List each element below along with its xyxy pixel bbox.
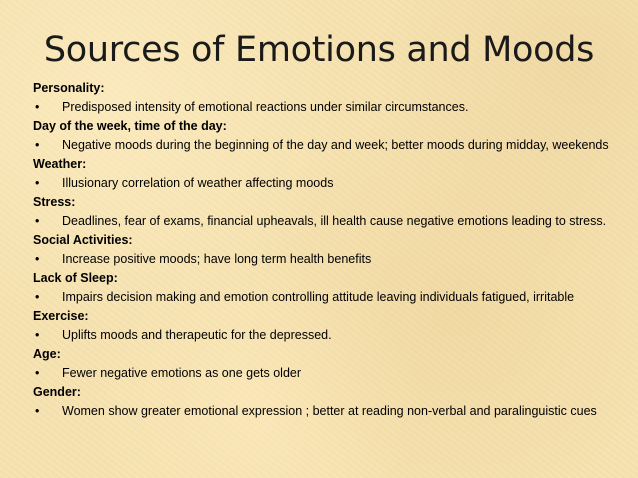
bullet-item	[33, 250, 633, 269]
bullet-text: Impairs decision making and emotion controlling attitude leaving individuals fatigued, irritable	[62, 290, 575, 304]
section-heading: Day of the week, time of the day:	[33, 119, 227, 133]
section-heading: Age:	[33, 347, 61, 361]
section-exercise	[33, 307, 633, 345]
section-heading: Gender:	[33, 385, 81, 399]
section-heading: Lack of Sleep:	[33, 271, 118, 285]
bullet-marker: •	[35, 176, 40, 190]
bullet-item	[33, 174, 633, 193]
section-personality	[33, 79, 633, 117]
bullet-item	[33, 364, 633, 383]
bullet-marker: •	[35, 252, 40, 266]
section-heading: Personality:	[33, 81, 105, 95]
slide-body	[33, 79, 633, 421]
section-heading: Stress:	[33, 195, 76, 209]
bullet-marker: •	[35, 290, 40, 304]
bullet-item	[33, 212, 633, 231]
bullet-item	[33, 402, 633, 421]
bullet-text: Fewer negative emotions as one gets older	[62, 366, 302, 380]
bullet-item	[33, 98, 633, 117]
bullet-marker: •	[35, 138, 40, 152]
section-day-time	[33, 117, 633, 155]
bullet-marker: •	[35, 404, 40, 418]
section-heading: Exercise:	[33, 309, 89, 323]
bullet-text: Illusionary correlation of weather affecting moods	[62, 176, 334, 190]
bullet-text: Negative moods during the beginning of the day and week; better moods during midday, weekends	[62, 138, 609, 152]
bullet-text: Women show greater emotional expression ; better at reading non-verbal and paralinguistic cues	[62, 404, 597, 418]
bullet-text: Deadlines, fear of exams, financial upheavals, ill health cause negative emotions leading to stress.	[62, 214, 607, 228]
section-weather	[33, 155, 633, 193]
bullet-marker: •	[35, 328, 40, 342]
section-heading: Weather:	[33, 157, 87, 171]
bullet-text: Increase positive moods; have long term health benefits	[62, 252, 372, 266]
bullet-marker: •	[35, 214, 40, 228]
bullet-text: Predisposed intensity of emotional reactions under similar circumstances.	[62, 100, 469, 114]
section-heading: Social Activities:	[33, 233, 133, 247]
bullet-marker: •	[35, 100, 40, 114]
section-stress	[33, 193, 633, 231]
bullet-text: Uplifts moods and therapeutic for the depressed.	[62, 328, 332, 342]
bullet-marker: •	[35, 366, 40, 380]
bullet-item	[33, 288, 633, 307]
slide-title: Sources of Emotions and Moods	[43, 30, 595, 70]
section-age	[33, 345, 633, 383]
bullet-item	[33, 136, 633, 155]
section-social-activities	[33, 231, 633, 269]
section-lack-of-sleep	[33, 269, 633, 307]
bullet-item	[33, 326, 633, 345]
section-gender	[33, 383, 633, 421]
